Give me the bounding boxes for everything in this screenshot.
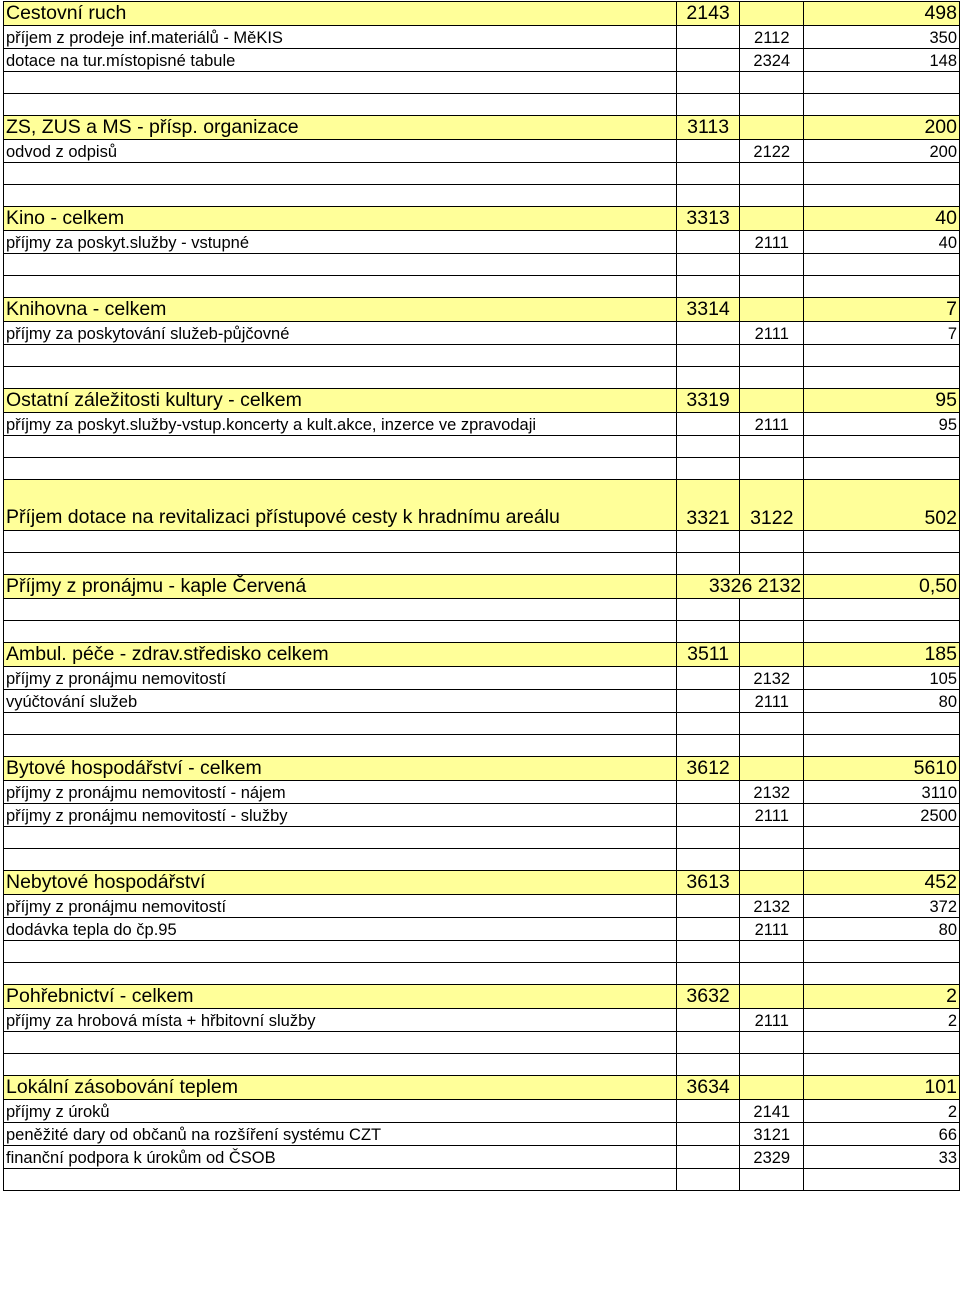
empty-row [4,436,960,458]
item-label: vyúčtování služeb [4,690,677,713]
empty-cell [676,163,740,185]
paragraph-code [676,413,740,436]
paragraph-code [676,322,740,345]
paragraph-code [676,895,740,918]
empty-cell [676,621,740,643]
empty-cell [804,1169,960,1191]
item-amount: 350 [804,26,960,49]
empty-cell [804,713,960,735]
empty-cell [676,553,740,575]
empty-cell [4,621,677,643]
empty-cell [740,713,804,735]
item-code: 2111 [740,322,804,345]
empty-cell [676,185,740,207]
empty-cell [740,963,804,985]
item-row [4,667,960,690]
empty-cell [4,849,677,871]
empty-cell [4,163,677,185]
paragraph-code [676,1009,740,1032]
section-title: Cestovní ruch [4,2,677,26]
empty-cell [4,1032,677,1054]
item-code [740,389,804,413]
empty-cell [4,735,677,757]
empty-cell [740,1032,804,1054]
empty-cell [740,1054,804,1076]
empty-row [4,1169,960,1191]
empty-cell [676,72,740,94]
item-row [4,1123,960,1146]
section-total: 95 [804,389,960,413]
item-code: 3121 [740,1123,804,1146]
section-header-row [4,116,960,140]
section-total: 7 [804,298,960,322]
empty-row [4,72,960,94]
empty-row [4,735,960,757]
paragraph-code [676,804,740,827]
section-title: Ambul. péče - zdrav.středisko celkem [4,643,677,667]
empty-cell [740,276,804,298]
empty-cell [740,163,804,185]
empty-cell [676,254,740,276]
empty-cell [676,599,740,621]
item-amount: 148 [804,49,960,72]
empty-cell [740,94,804,116]
empty-row [4,254,960,276]
item-code [740,207,804,231]
item-row [4,781,960,804]
section-total: 40 [804,207,960,231]
paragraph-code [676,918,740,941]
empty-row [4,163,960,185]
empty-cell [676,531,740,553]
empty-cell [676,367,740,389]
item-label: příjmy za poskyt.služby-vstup.koncerty a kult.akce, inzerce ve zpravodaji [4,413,677,436]
paragraph-code: 2143 [676,2,740,26]
item-code [740,298,804,322]
empty-cell [804,345,960,367]
empty-cell [4,553,677,575]
item-code: 2111 [740,918,804,941]
paragraph-code: 3321 [676,480,740,531]
empty-cell [4,1169,677,1191]
section-total: 452 [804,871,960,895]
item-amount: 372 [804,895,960,918]
paragraph-code [676,231,740,254]
item-code [740,2,804,26]
empty-cell [804,185,960,207]
item-row [4,1100,960,1123]
section-total: 185 [804,643,960,667]
empty-cell [4,941,677,963]
empty-cell [676,276,740,298]
empty-cell [676,849,740,871]
empty-row [4,1054,960,1076]
empty-cell [676,827,740,849]
section-title: Pohřebnictví - celkem [4,985,677,1009]
empty-cell [740,436,804,458]
item-label: příjmy za poskyt.služby - vstupné [4,231,677,254]
paragraph-code [676,1100,740,1123]
empty-cell [804,458,960,480]
item-label: dodávka tepla do čp.95 [4,918,677,941]
item-label: dotace na tur.místopisné tabule [4,49,677,72]
paragraph-code: 3113 [676,116,740,140]
item-label: příjem z prodeje inf.materiálů - MěKIS [4,26,677,49]
empty-cell [4,185,677,207]
item-amount: 105 [804,667,960,690]
empty-cell [4,94,677,116]
empty-cell [804,254,960,276]
item-label: příjmy za hrobová místa + hřbitovní služby [4,1009,677,1032]
section-header-row [4,298,960,322]
empty-cell [740,345,804,367]
item-amount: 66 [804,1123,960,1146]
item-row [4,140,960,163]
section-total: 498 [804,2,960,26]
empty-cell [804,735,960,757]
section-header-row [4,575,960,599]
item-code: 2111 [740,231,804,254]
item-code [740,116,804,140]
paragraph-code [676,667,740,690]
paragraph-code: 3613 [676,871,740,895]
empty-cell [740,254,804,276]
empty-cell [804,553,960,575]
empty-cell [4,345,677,367]
empty-cell [740,72,804,94]
empty-cell [4,531,677,553]
paragraph-code: 3634 [676,1076,740,1100]
empty-cell [740,458,804,480]
item-amount: 7 [804,322,960,345]
item-amount: 2 [804,1100,960,1123]
empty-row [4,849,960,871]
empty-cell [804,72,960,94]
budget-rows [4,2,960,1191]
empty-row [4,1032,960,1054]
empty-cell [804,276,960,298]
section-total: 0,50 [804,575,960,599]
item-code: 2324 [740,49,804,72]
paragraph-code [676,140,740,163]
paragraph-code [676,1123,740,1146]
empty-cell [740,621,804,643]
item-code: 2132 [740,667,804,690]
empty-cell [4,458,677,480]
empty-cell [740,735,804,757]
item-code [740,871,804,895]
empty-cell [4,254,677,276]
item-amount: 2500 [804,804,960,827]
empty-cell [804,941,960,963]
item-amount: 3110 [804,781,960,804]
empty-cell [804,599,960,621]
empty-cell [740,553,804,575]
item-code [740,757,804,781]
empty-cell [804,827,960,849]
section-header-row [4,871,960,895]
empty-cell [804,1032,960,1054]
item-row [4,918,960,941]
empty-cell [676,713,740,735]
empty-row [4,941,960,963]
paragraph-item-code: 3326 2132 [676,575,803,599]
empty-cell [804,849,960,871]
empty-cell [4,963,677,985]
item-code [740,1076,804,1100]
section-total: 200 [804,116,960,140]
paragraph-code: 3319 [676,389,740,413]
item-code: 2122 [740,140,804,163]
item-row [4,804,960,827]
item-amount: 95 [804,413,960,436]
section-header-row [4,207,960,231]
empty-cell [676,941,740,963]
item-code: 2132 [740,781,804,804]
item-row [4,1009,960,1032]
empty-cell [676,436,740,458]
section-header-row [4,643,960,667]
empty-cell [740,941,804,963]
section-title: Knihovna - celkem [4,298,677,322]
item-amount: 2 [804,1009,960,1032]
item-label: příjmy za poskytování služeb-půjčovné [4,322,677,345]
empty-cell [676,345,740,367]
item-code: 2329 [740,1146,804,1169]
paragraph-code [676,1146,740,1169]
section-title: Ostatní záležitosti kultury - celkem [4,389,677,413]
empty-row [4,94,960,116]
paragraph-code: 3511 [676,643,740,667]
paragraph-code [676,49,740,72]
item-row [4,322,960,345]
section-header-row [4,757,960,781]
section-title: Kino - celkem [4,207,677,231]
paragraph-code: 3612 [676,757,740,781]
item-code: 2132 [740,895,804,918]
section-title: ZS, ZUS a MS - přísp. organizace [4,116,677,140]
item-code: 2112 [740,26,804,49]
empty-cell [4,713,677,735]
item-code: 2111 [740,1009,804,1032]
item-label: peněžité dary od občanů na rozšíření systému CZT [4,1123,677,1146]
section-header-row [4,389,960,413]
empty-row [4,963,960,985]
empty-cell [740,599,804,621]
empty-row [4,599,960,621]
empty-cell [804,367,960,389]
section-total: 5610 [804,757,960,781]
item-code: 2111 [740,690,804,713]
empty-cell [4,1054,677,1076]
section-header-row [4,2,960,26]
empty-row [4,713,960,735]
item-amount: 200 [804,140,960,163]
item-code: 2111 [740,804,804,827]
paragraph-code: 3313 [676,207,740,231]
empty-cell [4,367,677,389]
empty-cell [740,185,804,207]
empty-cell [740,1169,804,1191]
item-amount: 40 [804,231,960,254]
section-title: Nebytové hospodářství [4,871,677,895]
item-label: příjmy z pronájmu nemovitostí [4,667,677,690]
empty-row [4,276,960,298]
empty-cell [804,94,960,116]
section-title: Lokální zásobování teplem [4,1076,677,1100]
empty-cell [740,849,804,871]
paragraph-code [676,690,740,713]
section-total: 2 [804,985,960,1009]
empty-cell [676,1169,740,1191]
item-amount: 33 [804,1146,960,1169]
empty-cell [804,163,960,185]
section-header-row [4,480,960,531]
empty-row [4,553,960,575]
empty-cell [740,827,804,849]
empty-cell [4,599,677,621]
empty-cell [804,1054,960,1076]
section-title: Bytové hospodářství - celkem [4,757,677,781]
empty-cell [4,276,677,298]
budget-table [3,1,960,1191]
empty-cell [676,735,740,757]
item-code [740,643,804,667]
item-row [4,49,960,72]
empty-row [4,531,960,553]
empty-cell [676,963,740,985]
item-label: příjmy z pronájmu nemovitostí [4,895,677,918]
item-row [4,26,960,49]
item-row [4,895,960,918]
item-row [4,1146,960,1169]
item-row [4,690,960,713]
section-header-row [4,985,960,1009]
empty-cell [740,367,804,389]
empty-cell [804,531,960,553]
item-code [740,985,804,1009]
empty-cell [676,94,740,116]
empty-row [4,185,960,207]
section-total: 101 [804,1076,960,1100]
item-code: 2141 [740,1100,804,1123]
empty-row [4,621,960,643]
empty-cell [4,827,677,849]
empty-cell [676,1054,740,1076]
empty-cell [4,436,677,458]
item-label: odvod z odpisů [4,140,677,163]
empty-cell [804,621,960,643]
item-row [4,413,960,436]
item-code: 2111 [740,413,804,436]
empty-cell [4,72,677,94]
item-label: finanční podpora k úrokům od ČSOB [4,1146,677,1169]
paragraph-code: 3314 [676,298,740,322]
empty-cell [676,1032,740,1054]
item-amount: 80 [804,918,960,941]
section-title: Příjmy z pronájmu - kaple Červená [4,575,677,599]
empty-cell [804,436,960,458]
section-title: Příjem dotace na revitalizaci přístupové cesty k hradnímu areálu [4,480,677,531]
paragraph-code [676,26,740,49]
item-amount: 80 [804,690,960,713]
paragraph-code [676,781,740,804]
section-total: 502 [804,480,960,531]
section-header-row [4,1076,960,1100]
item-label: příjmy z úroků [4,1100,677,1123]
empty-row [4,458,960,480]
item-label: příjmy z pronájmu nemovitostí - nájem [4,781,677,804]
item-row [4,231,960,254]
empty-cell [676,458,740,480]
item-label: příjmy z pronájmu nemovitostí - služby [4,804,677,827]
paragraph-code: 3632 [676,985,740,1009]
empty-row [4,367,960,389]
item-code: 3122 [740,480,804,531]
empty-row [4,345,960,367]
empty-cell [804,963,960,985]
empty-cell [740,531,804,553]
empty-row [4,827,960,849]
